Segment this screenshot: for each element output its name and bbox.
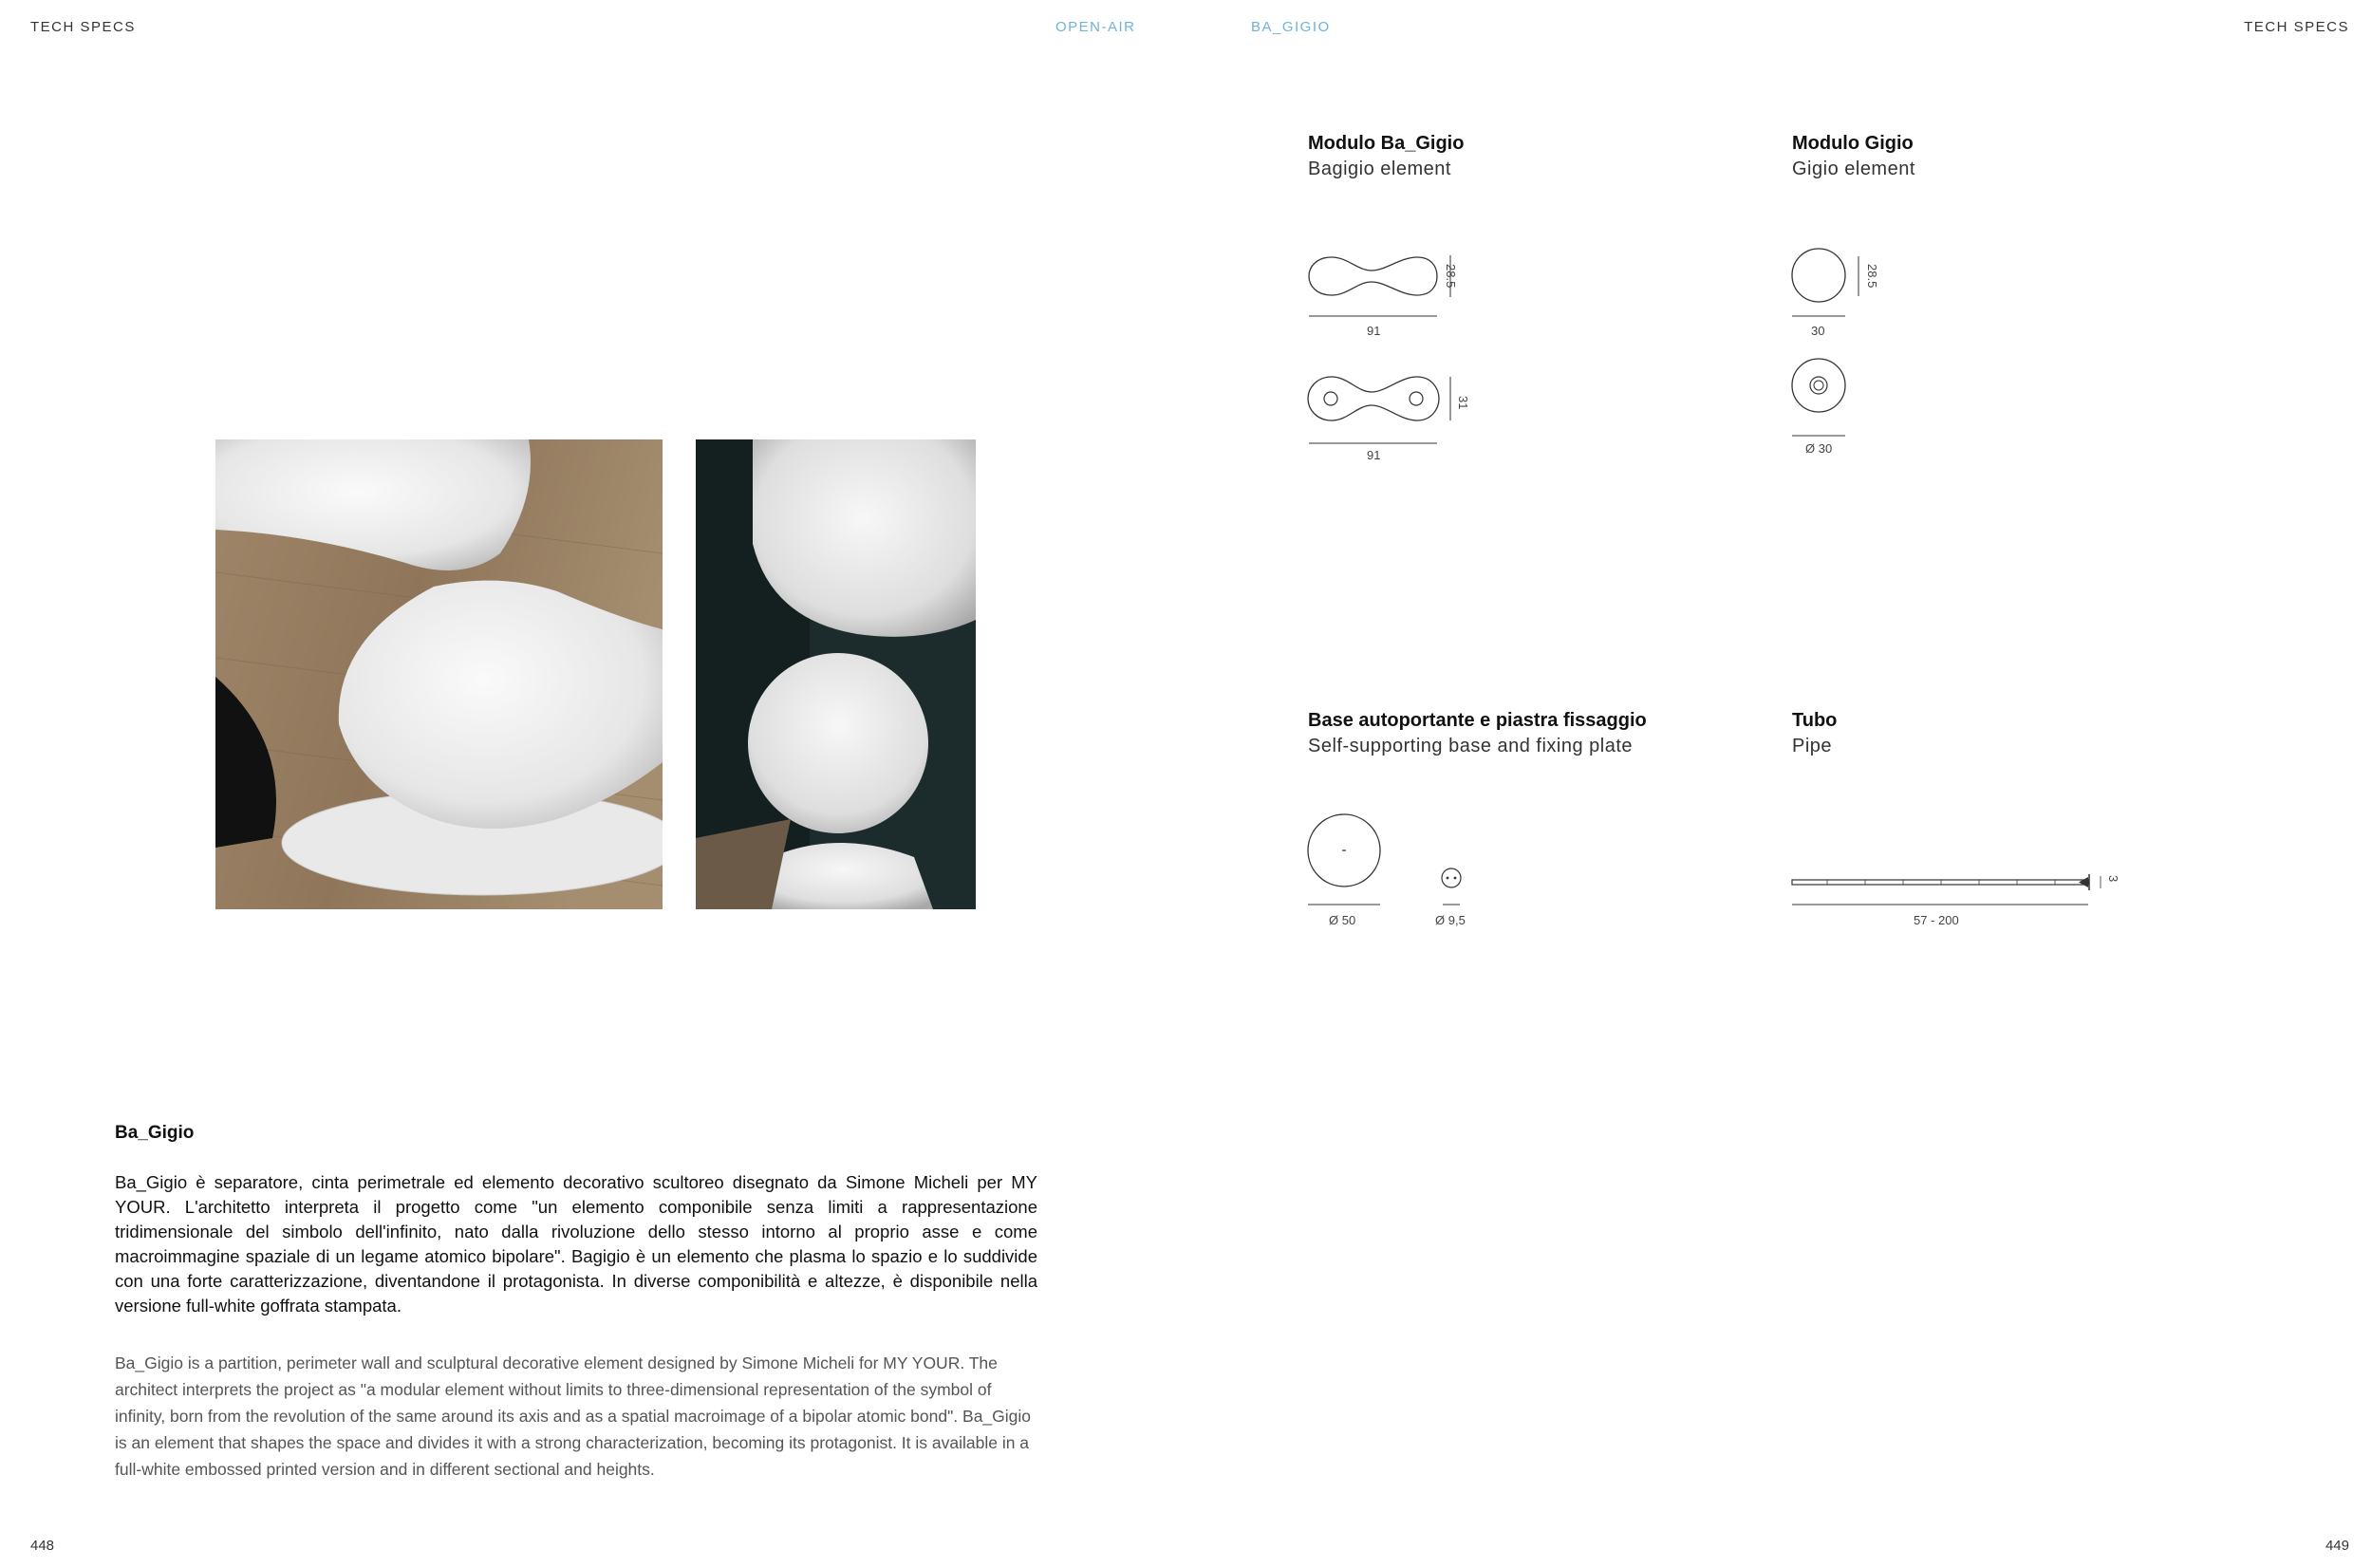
gigio-drawings bbox=[1789, 247, 1865, 437]
bagigio-plan-height-dim: 31 bbox=[1456, 396, 1470, 410]
spec-pipe-title: Tubo bbox=[1792, 710, 1838, 731]
header-left: TECH SPECS bbox=[30, 19, 136, 35]
bagigio-height-dim: 28.5 bbox=[1444, 264, 1458, 289]
spec-base-title: Base autoportante e piastra fissaggio bbox=[1308, 710, 1647, 731]
plate-diameter-dim: Ø 9,5 bbox=[1435, 913, 1466, 927]
product-photo-base bbox=[215, 439, 663, 909]
header-product[interactable]: BA_GIGIO bbox=[1251, 19, 1331, 35]
spec-bagigio-title: Modulo Ba_Gigio bbox=[1308, 133, 1465, 154]
spec-gigio-title: Modulo Gigio bbox=[1792, 133, 1914, 154]
gigio-width-dim: 30 bbox=[1811, 324, 1825, 338]
bagigio-width-dim: 91 bbox=[1367, 324, 1381, 338]
spec-base-subtitle: Self-supporting base and fixing plate bbox=[1308, 736, 1634, 756]
base-diameter-dim: Ø 50 bbox=[1329, 913, 1356, 927]
gigio-height-dim: 28.5 bbox=[1865, 264, 1879, 289]
spec-pipe-heading bbox=[1792, 710, 1837, 757]
spec-pipe-subtitle: Pipe bbox=[1792, 736, 1833, 756]
bagigio-plan-width-dim: 91 bbox=[1367, 448, 1381, 462]
gigio-diameter-dim: Ø 30 bbox=[1805, 441, 1833, 456]
spec-base-heading bbox=[1308, 710, 1647, 757]
spec-bagigio-heading bbox=[1308, 133, 1464, 180]
bagigio-plan-drawing bbox=[1305, 375, 1476, 451]
pipe-length-dim: 57 - 200 bbox=[1914, 913, 1959, 927]
spec-gigio-heading bbox=[1792, 133, 1915, 180]
header-right: TECH SPECS bbox=[2244, 19, 2349, 35]
page-number-right: 449 bbox=[2325, 1538, 2349, 1554]
header-category[interactable]: OPEN-AIR bbox=[1055, 19, 1136, 35]
pipe-drawing bbox=[1789, 868, 2131, 916]
description-english: Ba_Gigio is a partition, perimeter wall and sculptural decorative element designed by Simone Micheli for MY YOUR. The architect interprets the project as "a modular element without limits to three-dimensional representation of the symbol of infinity, born from the revolution of the same around its axis and as a spatial macroimage of a bipolar atomic bond". Ba_Gigio is an element that shapes the space and divides it with a strong characterization, becoming its protagonist. It is available in a full-white embossed printed version and in different sectional and heights. bbox=[115, 1353, 1032, 1479]
description-title: Ba_Gigio bbox=[115, 1123, 195, 1143]
base-drawings bbox=[1305, 812, 1476, 916]
description-italian: Ba_Gigio è separatore, cinta perimetrale ed elemento decorativo scultoreo disegnato da Simone Micheli per MY YOUR. L'architetto interpreta il progetto come "un elemento componibile senza limiti a rappresentazione tridimensionale del simbolo dell'infinito, nato dalla rivoluzione dello stesso intorno al proprio asse e come macroimmagine spaziale di un legame atomico bipolare". Bagigio è un elemento che plasma lo spazio e lo suddivide con una forte caratterizzazione, diventandone il protagonista. In diverse componibilità e altezze, è disponibile nella versione full-white goffrata stampata. bbox=[115, 1172, 1037, 1316]
product-photo-column bbox=[696, 439, 976, 909]
pipe-diameter-dim: 3 bbox=[2106, 875, 2120, 883]
spec-bagigio-subtitle: Bagigio element bbox=[1308, 159, 1451, 179]
spec-gigio-subtitle: Gigio element bbox=[1792, 159, 1915, 179]
page-number-left: 448 bbox=[30, 1538, 55, 1554]
